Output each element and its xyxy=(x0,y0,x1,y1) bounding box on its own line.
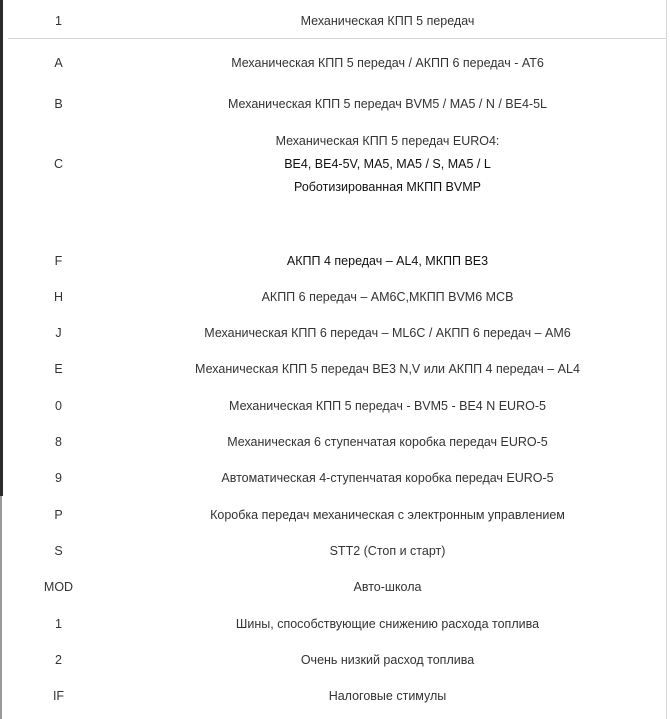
option-description xyxy=(109,250,666,273)
option-code: H xyxy=(53,290,64,304)
option-description xyxy=(109,358,666,381)
option-description xyxy=(109,395,666,418)
option-code: 2 xyxy=(55,653,62,667)
option-description xyxy=(109,576,666,599)
description-line: Механическая КПП 5 передач xyxy=(300,14,475,28)
option-code: C xyxy=(53,157,64,171)
option-description xyxy=(109,685,666,708)
option-description xyxy=(109,322,666,345)
option-code: J xyxy=(55,326,62,340)
option-code: A xyxy=(54,56,63,70)
option-code: IF xyxy=(52,689,65,703)
description-line: BE4, BE4-5V, MA5, MA5 / S, MA5 / L xyxy=(284,157,491,171)
description-line: Роботизированная МКПП BVMP xyxy=(294,180,481,194)
description-line: Механическая КПП 6 передач – ML6C / АКПП 6 передач – AM6 xyxy=(204,326,571,340)
option-description xyxy=(109,93,666,116)
option-code: 8 xyxy=(55,435,62,449)
option-description xyxy=(109,613,666,636)
description-line: АКПП 6 передач – AM6C,МКПП BVM6 MCB xyxy=(261,290,514,304)
description-line: Коробка передач механическая с электронным управлением xyxy=(210,508,565,522)
option-code: MOD xyxy=(43,580,74,594)
option-description xyxy=(109,130,666,199)
description-line: Механическая КПП 5 передач EURO4: xyxy=(275,134,500,148)
description-line: Авто-школа xyxy=(353,580,422,594)
left-edge-light xyxy=(0,496,2,719)
option-code: 1 xyxy=(55,617,62,631)
option-code: F xyxy=(54,254,63,268)
option-code: 0 xyxy=(55,399,62,413)
option-description xyxy=(109,540,666,563)
description-line: Механическая КПП 5 передач BE3 N,V или АКПП 4 передач – AL4 xyxy=(195,362,580,376)
option-description xyxy=(109,649,666,672)
description-line: Механическая КПП 5 передач - BVM5 - BE4 N EURO-5 xyxy=(229,399,546,413)
right-border xyxy=(666,0,667,719)
description-line: Механическая 6 ступенчатая коробка передач EURO-5 xyxy=(227,435,548,449)
description-line: Очень низкий расход топлива xyxy=(300,653,475,667)
description-line: Автоматическая 4-ступенчатая коробка передач EURO-5 xyxy=(221,471,554,485)
description-line: Механическая КПП 5 передач BVM5 / МА5 / N / BE4-5L xyxy=(227,97,547,111)
description-line: STT2 (Стоп и старт) xyxy=(329,544,446,558)
description-line: АКПП 4 передач – AL4, МКПП BE3 xyxy=(286,254,489,268)
option-description xyxy=(109,431,666,454)
option-code: E xyxy=(54,362,63,376)
option-code: B xyxy=(54,97,63,111)
option-code: 1 xyxy=(55,14,62,28)
option-code: P xyxy=(54,508,63,522)
option-code: S xyxy=(54,544,63,558)
description-line: Шины, способствующие снижению расхода топлива xyxy=(235,617,540,631)
option-description xyxy=(109,10,666,33)
option-description xyxy=(109,467,666,490)
left-edge-dark xyxy=(0,0,3,496)
description-line: Налоговые стимулы xyxy=(328,689,447,703)
option-description xyxy=(109,52,666,75)
option-code: 9 xyxy=(55,471,62,485)
option-description xyxy=(109,286,666,309)
description-line: Механическая КПП 5 передач / АКПП 6 передач - АТ6 xyxy=(231,56,544,70)
table-divider xyxy=(8,38,666,39)
option-description xyxy=(109,504,666,527)
